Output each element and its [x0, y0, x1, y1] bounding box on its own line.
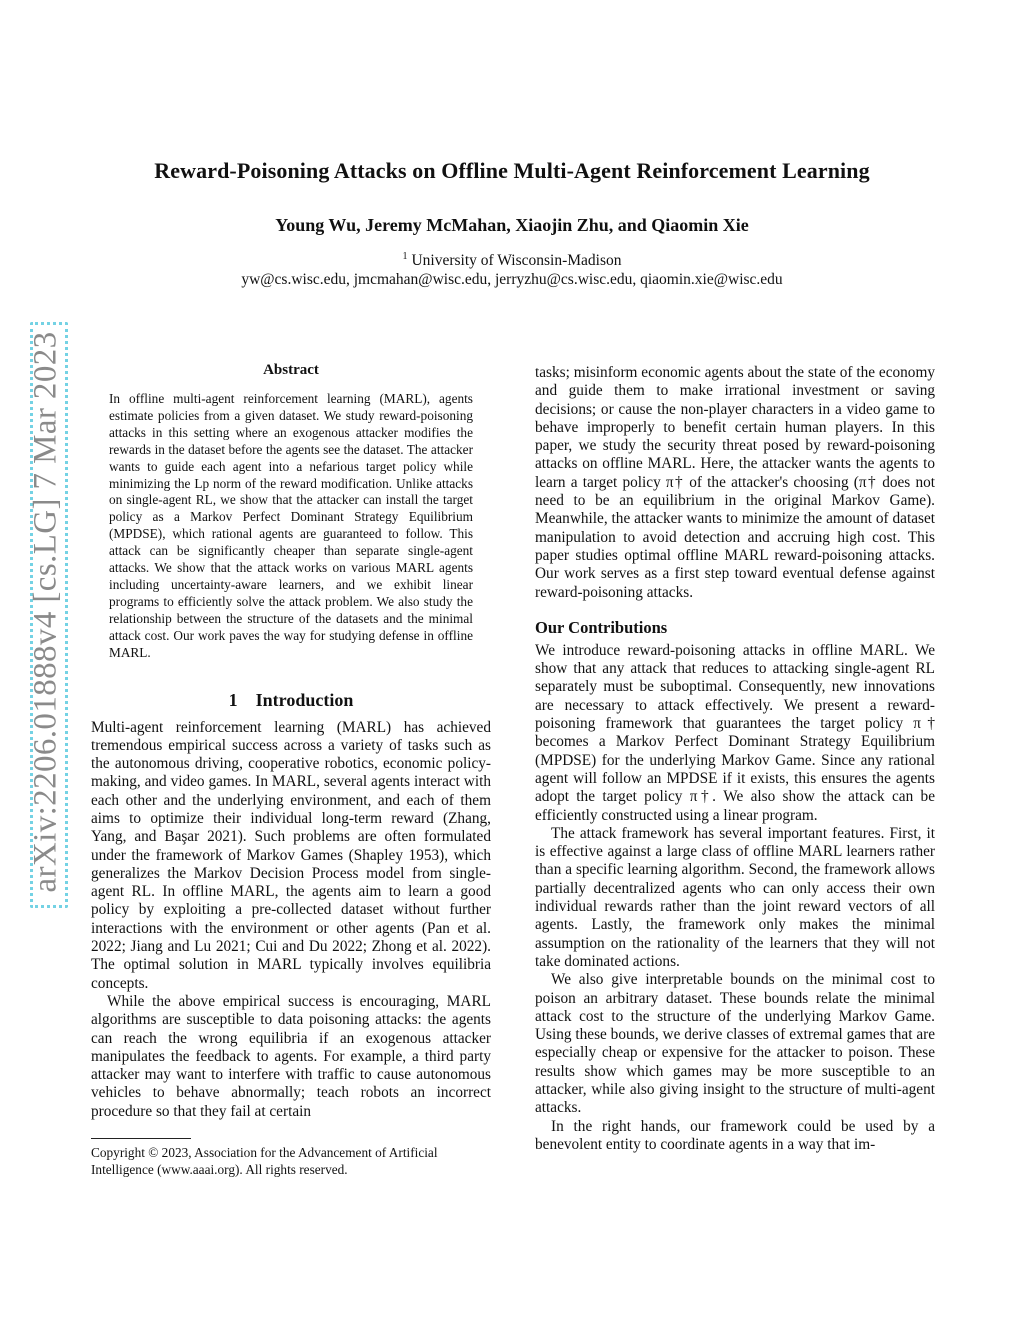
arxiv-stamp: arXiv:2206.01888v4 [cs.LG] 7 Mar 2023	[27, 331, 64, 893]
affiliation-institution: University of Wisconsin-Madison	[411, 252, 622, 269]
section-heading-introduction	[91, 690, 491, 711]
author-list: Young Wu, Jeremy McMahan, Xiaojin Zhu, and Qiaomin Xie	[275, 215, 749, 235]
intro-paragraph: While the above empirical success is encouraging, MARL algorithms are susceptible to data poisoning attacks: the agents can reach the wrong equilibria if an exogenous attacker manipulates the feedback to agents. For example, a third party attacker may want to interfere with traffic to cause autonomous vehicles to behave abnormally; teach robots an incorrect procedure so that they fail at certain	[91, 992, 491, 1120]
footnote-rule	[91, 1138, 191, 1139]
affiliation-block	[0, 247, 1024, 289]
left-column	[91, 362, 491, 1121]
contributions-paragraph: In the right hands, our framework could be used by a benevolent entity to coordinate agents in a way that im-	[535, 1117, 935, 1153]
abstract-heading: Abstract	[263, 362, 319, 378]
contributions-paragraph: We introduce reward-poisoning attacks in offline MARL. We show that any attack that reduces to attacking single-agent RL separately must be suboptimal. Consequently, new innovations are necessary to attack effectively. We present a reward-poisoning framework that guarantees the target policy π† becomes a Markov Perfect Dominant Strategy Equilibrium (MPDSE) for the underlying Markov Game. Since any rational agent will follow an MPDSE if it exists, this ensures the agents adopt the target policy π†. We also show the attack can be efficiently constructed using a linear program.	[535, 641, 935, 824]
section-title: Introduction	[255, 689, 354, 710]
contributions-heading: Our Contributions	[535, 617, 668, 637]
right-column	[535, 364, 935, 1154]
contributions-paragraph: The attack framework has several important features. First, it is effective against a large class of offline MARL learners rather than a specific learning algorithm. Second, the framework allows partially decentralized agents who can only access their own individual rewards rather than the joint reward vectors of all agents. Lastly, the framework only makes the minimal assumption on the rationality of the learners that they will not take dominated actions.	[535, 824, 935, 970]
abstract-text: In offline multi-agent reinforcement learning (MARL), agents estimate policies from a given dataset. We study reward-poisoning attacks in this setting where an exogenous attacker modifies the rewards in the dataset before the agents see the dataset. The attacker wants to guide each agent into a nefarious target policy while minimizing the Lp norm of the reward modification. Unlike attacks on single-agent RL, we show that the attacker can install the target policy as a Markov Perfect Dominant Strategy Equilibrium (MPDSE), which rational agents are guaranteed to follow. This attack can be significantly cheaper than separate single-agent attacks. We show that the attack works on various MARL agents including uncertainty-aware learners, and we exhibit linear programs to efficiently solve the attack problem. We also study the relationship between the structure of the datasets and the minimal attack cost. Our work paves the way for studying defense in offline MARL.	[109, 391, 473, 660]
intro-continuation: tasks; misinform economic agents about the state of the economy and guide them to make irrational investment or saving decisions; or cause the non-player characters in a video game to behave improperly to benefit certain human players. In this paper, we study the security threat posed by reward-poisoning attacks on offline MARL. Here, the attacker wants the agents to learn a target policy π† of the attacker's choosing (π† does not need to be an equilibrium in the original Markov Game). Meanwhile, the attacker wants to minimize the amount of dataset manipulation to avoid detection and accruing high cost. This paper studies optimal offline MARL reward-poisoning attacks. Our work serves as a first step toward eventual defense against reward-poisoning attacks.	[535, 364, 935, 601]
intro-paragraph: Multi-agent reinforcement learning (MARL) has achieved tremendous empirical success across a variety of tasks such as the autonomous driving, cooperative robotics, economic policy-making, and video games. In MARL, several agents interact with each other and the underlying environment, and each of them aims to optimize their individual long-term reward (Zhang, Yang, and Başar 2021). Such problems are often formulated under the framework of Markov Games (Shapley 1953), which generalizes the Markov Decision Process model from single-agent RL. In offline MARL, the agents aim to learn a good policy by exploiting a pre-collected dataset without further interactions with the environment or other agents (Pan et al. 2022; Jiang and Lu 2021; Cui and Du 2022; Zhong et al. 2022). The optimal solution in MARL typically involves equilibria concepts.	[91, 718, 491, 992]
paper-title: Reward-Poisoning Attacks on Offline Multi-Agent Reinforcement Learning	[154, 158, 870, 183]
contributions-paragraph: We also give interpretable bounds on the minimal cost to poison an arbitrary dataset. These bounds relate the minimal attack cost to the structure of the underlying Markov Game. Using these bounds, we derive classes of extremal games that are especially cheap or expensive for the attacker to poison. These results show which games may be more susceptible to an attacker, while also giving insight to the structure of multi-agent attacks.	[535, 971, 935, 1117]
section-number: 1	[228, 689, 238, 710]
copyright-footnote: Copyright © 2023, Association for the Advancement of Artificial Intelligence (www.aaai.org). All rights reserved.	[91, 1145, 438, 1177]
affiliation-line	[0, 247, 1024, 270]
affiliation-marker: 1	[402, 251, 408, 262]
author-emails: yw@cs.wisc.edu, jmcmahan@wisc.edu, jerryzhu@cs.wisc.edu, qiaomin.xie@wisc.edu	[241, 271, 783, 288]
